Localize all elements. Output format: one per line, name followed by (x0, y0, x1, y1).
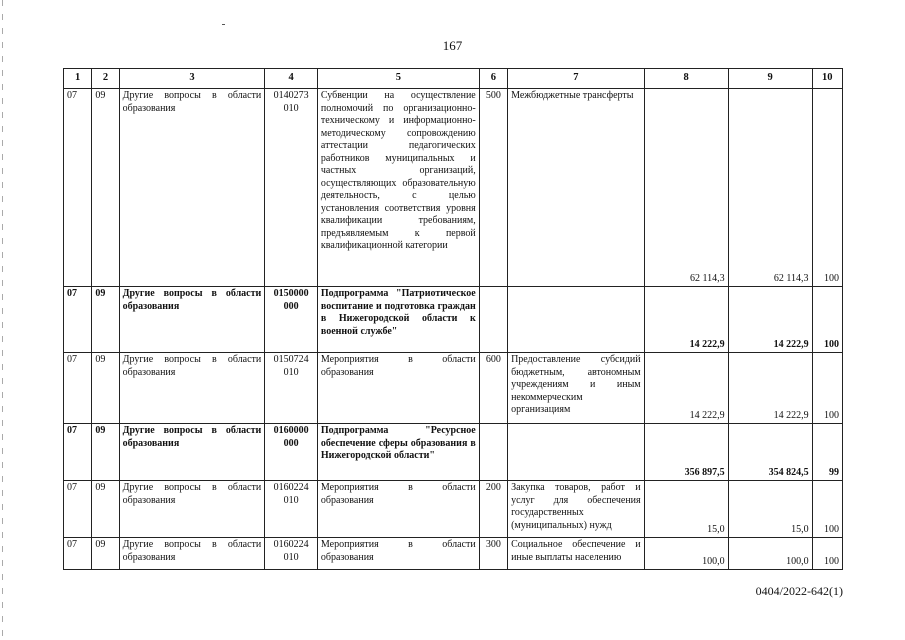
cell-section: 07 (64, 538, 92, 570)
cell-subsection: 09 (92, 353, 119, 424)
table-row (64, 481, 843, 538)
cell-subsection: 09 (92, 481, 119, 538)
cell-section: 07 (64, 353, 92, 424)
cell-subsection: 09 (92, 89, 119, 287)
cell-percent: 100 (812, 481, 842, 538)
scan-edge (2, 0, 3, 640)
header-col-1: 1 (64, 69, 92, 89)
cell-planned: 15,0 (644, 481, 728, 538)
cell-percent: 100 (812, 287, 842, 353)
cell-target-name: Субвенции на осуществление полномочий по организационно-техническому и информационно-методическому сопровождению аттестации педагогических работников муниципальных и частных организаций, осуществляющих образовательную деятельность, с целью установления соответствия уровня квалификации требованиям, предъявляемым к первой квалификационной категории (317, 89, 479, 287)
header-col-5: 5 (317, 69, 479, 89)
scan-mark (222, 24, 225, 25)
cell-subsection: 09 (92, 538, 119, 570)
header-row (64, 69, 843, 89)
cell-executed: 14 222,9 (728, 353, 812, 424)
cell-target-code: 0150000 000 (265, 287, 318, 353)
cell-executed: 354 824,5 (728, 424, 812, 481)
cell-section-name: Другие вопросы в области образования (119, 353, 265, 424)
cell-expense-type (479, 424, 507, 481)
header-col-10: 10 (812, 69, 842, 89)
cell-percent: 100 (812, 89, 842, 287)
cell-planned: 356 897,5 (644, 424, 728, 481)
page-number: 167 (442, 38, 463, 53)
cell-subsection: 09 (92, 287, 119, 353)
cell-planned: 62 114,3 (644, 89, 728, 287)
cell-planned: 14 222,9 (644, 353, 728, 424)
cell-target-name: Подпрограмма "Ресурсное обеспечение сферы образования в Нижегородской области" (317, 424, 479, 481)
header-col-2: 2 (92, 69, 119, 89)
cell-target-name: Мероприятия в области образования (317, 538, 479, 570)
cell-expense-name: Социальное обеспечение и иные выплаты населению (508, 538, 645, 570)
header-col-3: 3 (119, 69, 265, 89)
cell-target-name: Подпрограмма "Патриотическое воспитание и подготовка граждан в Нижегородской области к военной службе" (317, 287, 479, 353)
cell-target-code: 0160224 010 (265, 481, 318, 538)
document-code: 0404/2022-642(1) (755, 584, 843, 598)
table-row (64, 538, 843, 570)
cell-planned: 100,0 (644, 538, 728, 570)
cell-percent: 99 (812, 424, 842, 481)
cell-expense-name (508, 424, 645, 481)
header-col-6: 6 (479, 69, 507, 89)
header-col-9: 9 (728, 69, 812, 89)
cell-section: 07 (64, 89, 92, 287)
cell-expense-name: Закупка товаров, работ и услуг для обеспечения государственных (муниципальных) нужд (508, 481, 645, 538)
cell-executed: 100,0 (728, 538, 812, 570)
cell-target-code: 0150724 010 (265, 353, 318, 424)
cell-section-name: Другие вопросы в области образования (119, 481, 265, 538)
cell-target-code: 0160224 010 (265, 538, 318, 570)
table-row (64, 287, 843, 353)
cell-section-name: Другие вопросы в области образования (119, 538, 265, 570)
cell-expense-type: 200 (479, 481, 507, 538)
cell-expense-name: Предоставление субсидий бюджетным, автономным учреждениям и иным некоммерческим организациям (508, 353, 645, 424)
table-row (64, 353, 843, 424)
cell-planned: 14 222,9 (644, 287, 728, 353)
budget-table (63, 68, 843, 570)
cell-expense-name (508, 287, 645, 353)
cell-expense-type: 300 (479, 538, 507, 570)
cell-executed: 15,0 (728, 481, 812, 538)
cell-target-name: Мероприятия в области образования (317, 353, 479, 424)
cell-executed: 62 114,3 (728, 89, 812, 287)
cell-percent: 100 (812, 353, 842, 424)
cell-target-code: 0140273 010 (265, 89, 318, 287)
table-row (64, 89, 843, 287)
cell-target-code: 0160000 000 (265, 424, 318, 481)
cell-executed: 14 222,9 (728, 287, 812, 353)
table-row (64, 424, 843, 481)
cell-section: 07 (64, 481, 92, 538)
header-col-7: 7 (508, 69, 645, 89)
cell-percent: 100 (812, 538, 842, 570)
cell-expense-name: Межбюджетные трансферты (508, 89, 645, 287)
cell-section-name: Другие вопросы в области образования (119, 89, 265, 287)
header-col-8: 8 (644, 69, 728, 89)
cell-section: 07 (64, 287, 92, 353)
cell-subsection: 09 (92, 424, 119, 481)
cell-expense-type: 600 (479, 353, 507, 424)
cell-expense-type (479, 287, 507, 353)
cell-section-name: Другие вопросы в области образования (119, 287, 265, 353)
cell-expense-type: 500 (479, 89, 507, 287)
cell-section-name: Другие вопросы в области образования (119, 424, 265, 481)
header-col-4: 4 (265, 69, 318, 89)
cell-section: 07 (64, 424, 92, 481)
cell-target-name: Мероприятия в области образования (317, 481, 479, 538)
